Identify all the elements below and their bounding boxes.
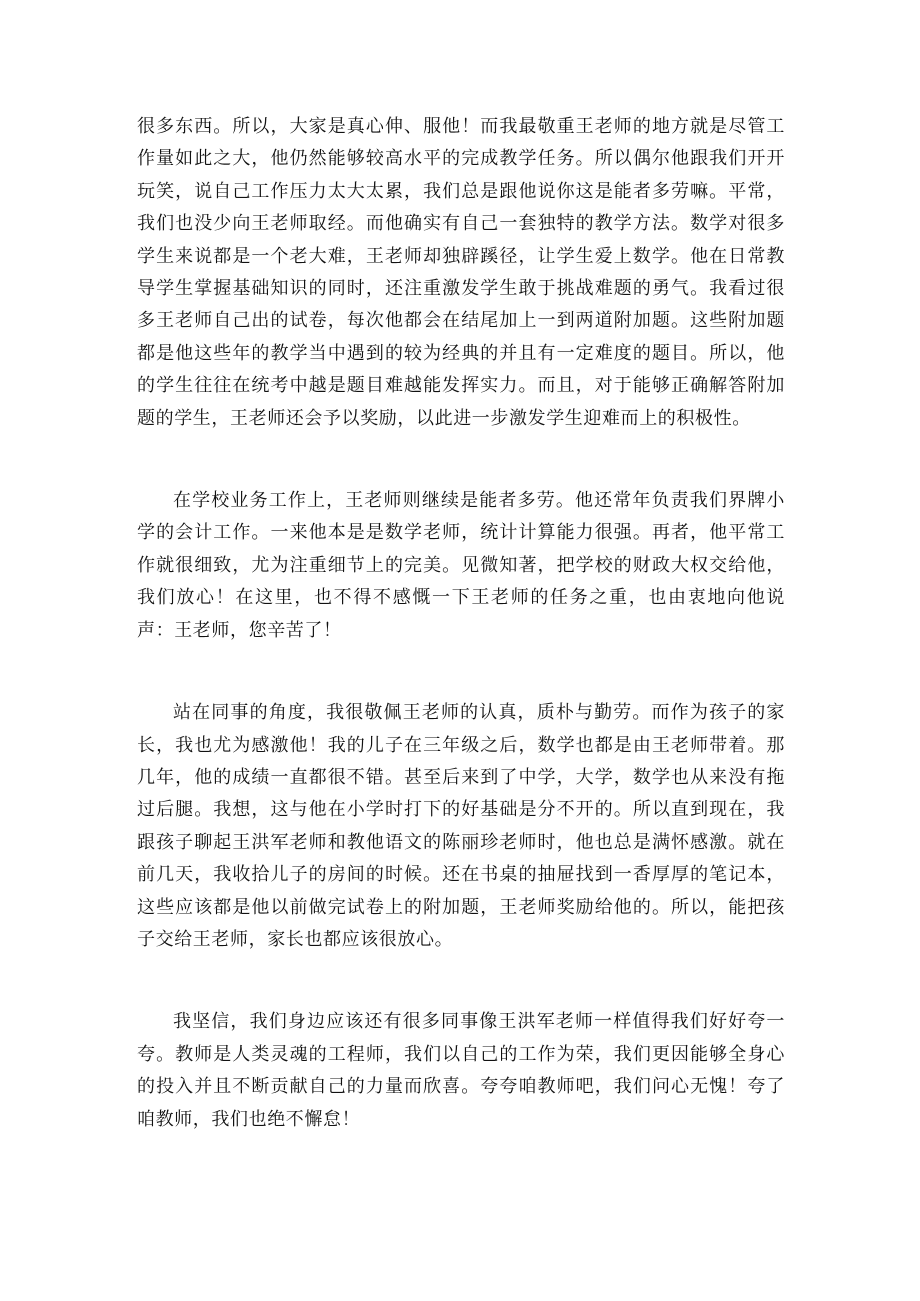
paragraph-continued: 很多东西。所以，大家是真心伸、服他！而我最敬重王老师的地方就是尽管工作量如此之大，他仍然能够较高水平的完成教学任务。所以偶尔他跟我们开开玩笑，说自己工作压力太大太累，我们总是跟他说你这是能者多劳嘛。平常，我们也没少向王老师取经。而他确实有自己一套独特的教学方法。数学对很多学生来说都是一个老大难，王老师却独辟蹊径，让学生爱上数学。他在日常教导学生掌握基础知识的同时，还注重激发学生敢于挑战难题的勇气。我看过很多王老师自己出的试卷，每次他都会在结尾加上一到两道附加题。这些附加题都是他这些年的教学当中遇到的较为经典的并且有一定难度的题目。所以，他的学生往往在统考中越是题目难越能发挥实力。而且，对于能够正确解答附加题的学生，王老师还会予以奖励，以此进一步激发学生迎难而上的积极性。	[137, 116, 785, 429]
paragraph-school-work: 在学校业务工作上，王老师则继续是能者多劳。他还常年负责我们界牌小学的会计工作。一来他本是是数学老师，统计计算能力很强。再者，他平常工作就很细致，尤为注重细节上的完美。见微知著，把学校的财政大权交给他，我们放心！在这里，也不得不感慨一下王老师的任务之重，也由衷地向他说声：王老师，您辛苦了！	[137, 490, 785, 641]
document-body	[137, 111, 785, 1136]
paragraph-conclusion: 我坚信，我们身边应该还有很多同事像王洪军老师一样值得我们好好夸一夸。教师是人类灵魂的工程师，我们以自己的工作为荣，我们更因能够全身心的投入并且不断贡献自己的力量而欣喜。夸夸咱教师吧，我们问心无愧！夸了咱教师，我们也绝不懈怠！	[137, 1011, 785, 1130]
paragraph-colleague-parent: 站在同事的角度，我很敬佩王老师的认真，质朴与勤劳。而作为孩子的家长，我也尤为感激他！我的儿子在三年级之后，数学也都是由王老师带着。那几年，他的成绩一直都很不错。甚至后来到了中学，大学，数学也从来没有拖过后腿。我想，这与他在小学时打下的好基础是分不开的。所以直到现在，我跟孩子聊起王洪军老师和教他语文的陈丽珍老师时，他也总是满怀感激。就在前几天，我收拾儿子的房间的时候。还在书桌的抽屉找到一香厚厚的笔记本，这些应该都是他以前做完试卷上的附加题，王老师奖励给他的。所以，能把孩子交给王老师，家长也都应该很放心。	[137, 702, 785, 950]
